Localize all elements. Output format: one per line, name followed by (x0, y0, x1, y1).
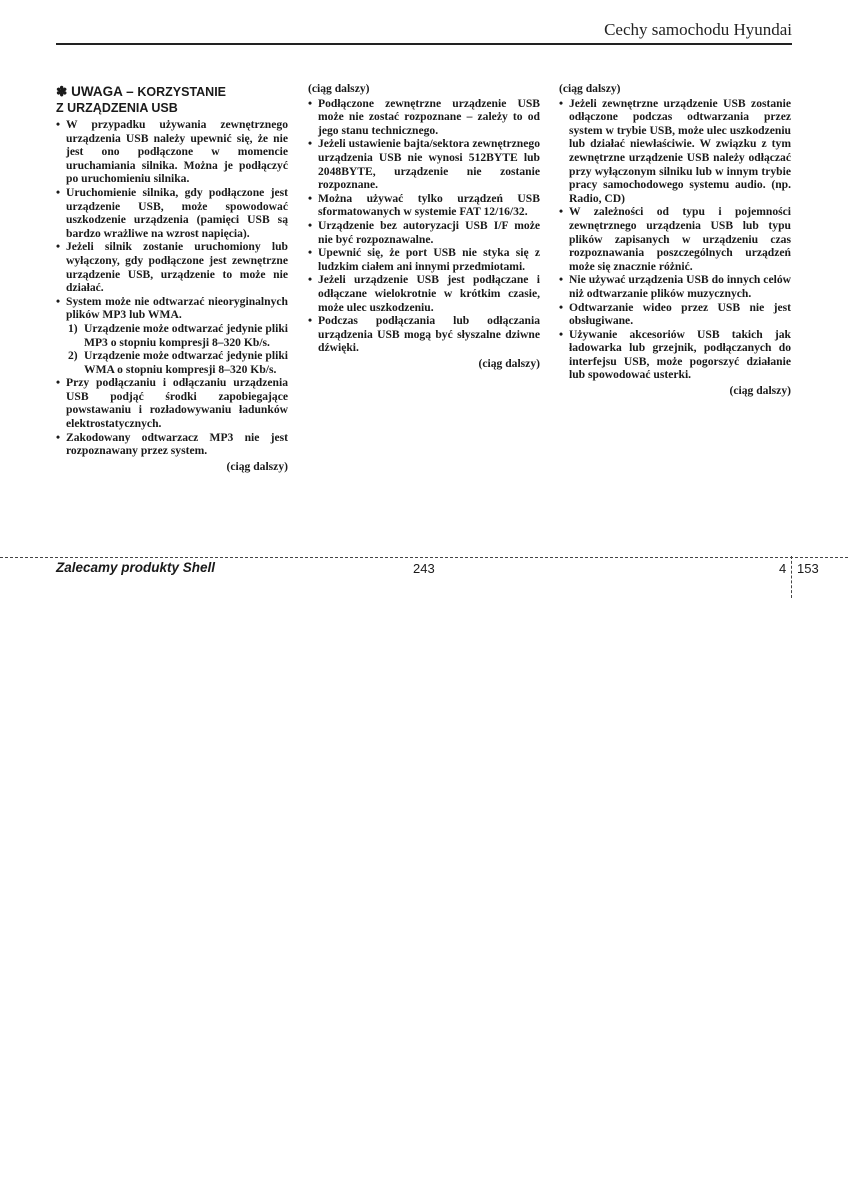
list-item: • W zależności od typu i pojemności zewnętrznego urządzenia USB lub typu plików zapisanych w urządzeniu czas rozpoznawania poszczególnych urządzeń może się znacznie różnić. (559, 205, 791, 273)
asterisk-icon: ✽ (56, 84, 68, 99)
list-item: • Podczas podłączania lub odłączania urządzenia USB mogą być słyszalne dziwne dźwięki. (308, 314, 540, 355)
list-item: • Zakodowany odtwarzacz MP3 nie jest rozpoznawany przez system. (56, 431, 288, 458)
list-item: • Jeżeli silnik zostanie uruchomiony lub wyłączony, gdy podłączone jest zewnętrzne urządzenie USB, urządzenie to może nie działać. (56, 240, 288, 294)
list-item: • Jeżeli ustawienie bajta/sektora zewnętrznego urządzenia USB nie wynosi 512BYTE lub 2048BYTE, urządzenie nie zostanie rozpoznane. (308, 137, 540, 191)
column-2 (308, 82, 540, 370)
list-item: • Uruchomienie silnika, gdy podłączone jest urządzenie USB, może spowodować uszkodzenie urządzenia (pamięci USB są bardzo wrażliwe na wzrost napięcia). (56, 186, 288, 240)
sub-item-text: Urządzenie może odtwarzać jedynie pliki WMA o stopniu kompresji 8–320 Kb/s. (84, 349, 288, 376)
page-header-title: Cechy samochodu Hyundai (604, 20, 792, 39)
list-item: • Podłączone zewnętrzne urządzenie USB może nie zostać rozpoznane – zależy to od jego stanu technicznego. (308, 97, 540, 138)
sub-list-item (68, 349, 288, 376)
column-3 (559, 82, 791, 398)
warning-label: UWAGA – (71, 84, 134, 99)
sub-list-item (68, 322, 288, 349)
list-item: • Jeżeli zewnętrzne urządzenie USB zostanie odłączone podczas odtwarzania przez system w trybie USB, może ulec uszkodzeniu lub działać niewłaściwie. W związku z tym zewnętrzne urządzenie USB należy odłączać przy wyłączonym silniku lub w innym trybie pracy samochodowego systemu audio. (np. Radio, CD) (559, 97, 791, 206)
warning-heading (56, 84, 288, 116)
list-item: • Można używać tylko urządzeń USB sformatowanych w systemie FAT 12/16/32. (308, 192, 540, 219)
warning-list (308, 97, 540, 355)
warning-title-line2: Z URZĄDZENIA USB (56, 101, 178, 115)
footer-page-number: 243 (413, 561, 435, 576)
list-item: • Odtwarzanie wideo przez USB nie jest obsługiwane. (559, 301, 791, 328)
list-item (56, 295, 288, 377)
sub-item-text: Urządzenie może odtwarzać jedynie pliki MP3 o stopniu kompresji 8–320 Kb/s. (84, 321, 288, 349)
list-item-text: System może nie odtwarzać nieoryginalnych plików MP3 lub WMA. (66, 294, 288, 322)
list-item: • Urządzenie bez autoryzacji USB I/F może nie być rozpoznawalne. (308, 219, 540, 246)
sub-item-number: 1) (68, 321, 78, 335)
header-rule (56, 43, 792, 45)
footer-section-number: 4 (779, 561, 787, 576)
warning-list (56, 118, 288, 458)
footer-divider (0, 557, 848, 558)
warning-title: KORZYSTANIE (137, 85, 227, 99)
footer-section-page: 153 (797, 561, 819, 576)
sub-item-number: 2) (68, 349, 78, 363)
continued-heading: (ciąg dalszy) (559, 82, 621, 95)
list-item: • Jeżeli urządzenie USB jest podłączane i odłączane wielokrotnie w krótkim czasie, może ulec uszkodzeniu. (308, 273, 540, 314)
column-1 (56, 82, 288, 473)
footer-vertical-divider (791, 556, 792, 598)
list-item: • Przy podłączaniu i odłączaniu urządzenia USB podjąć środki zapobiegające powstawaniu i rozładowywaniu ładunków elektrostatycznych. (56, 376, 288, 430)
continued-note: (ciąg dalszy) (729, 384, 791, 398)
list-item: • Nie używać urządzenia USB do innych celów niż odtwarzanie plików muzycznych. (559, 273, 791, 300)
continued-note: (ciąg dalszy) (226, 459, 288, 473)
continued-note: (ciąg dalszy) (478, 356, 540, 370)
list-item: • W przypadku używania zewnętrznego urządzenia USB należy upewnić się, że nie jest ono podłączone w momencie uruchamiania silnika. Można je podłączyć po uruchomieniu silnika. (56, 118, 288, 186)
continued-heading: (ciąg dalszy) (308, 82, 370, 95)
warning-list (559, 97, 791, 382)
list-item: • Upewnić się, że port USB nie styka się z ludzkim ciałem ani innymi przedmiotami. (308, 246, 540, 273)
footer-brand: Zalecamy produkty Shell (56, 560, 216, 575)
sub-list (66, 322, 288, 376)
list-item: • Używanie akcesoriów USB takich jak ładowarka lub grzejnik, podłączanych do interfejsu USB, może pogorszyć działanie lub spowodować usterki. (559, 328, 791, 382)
